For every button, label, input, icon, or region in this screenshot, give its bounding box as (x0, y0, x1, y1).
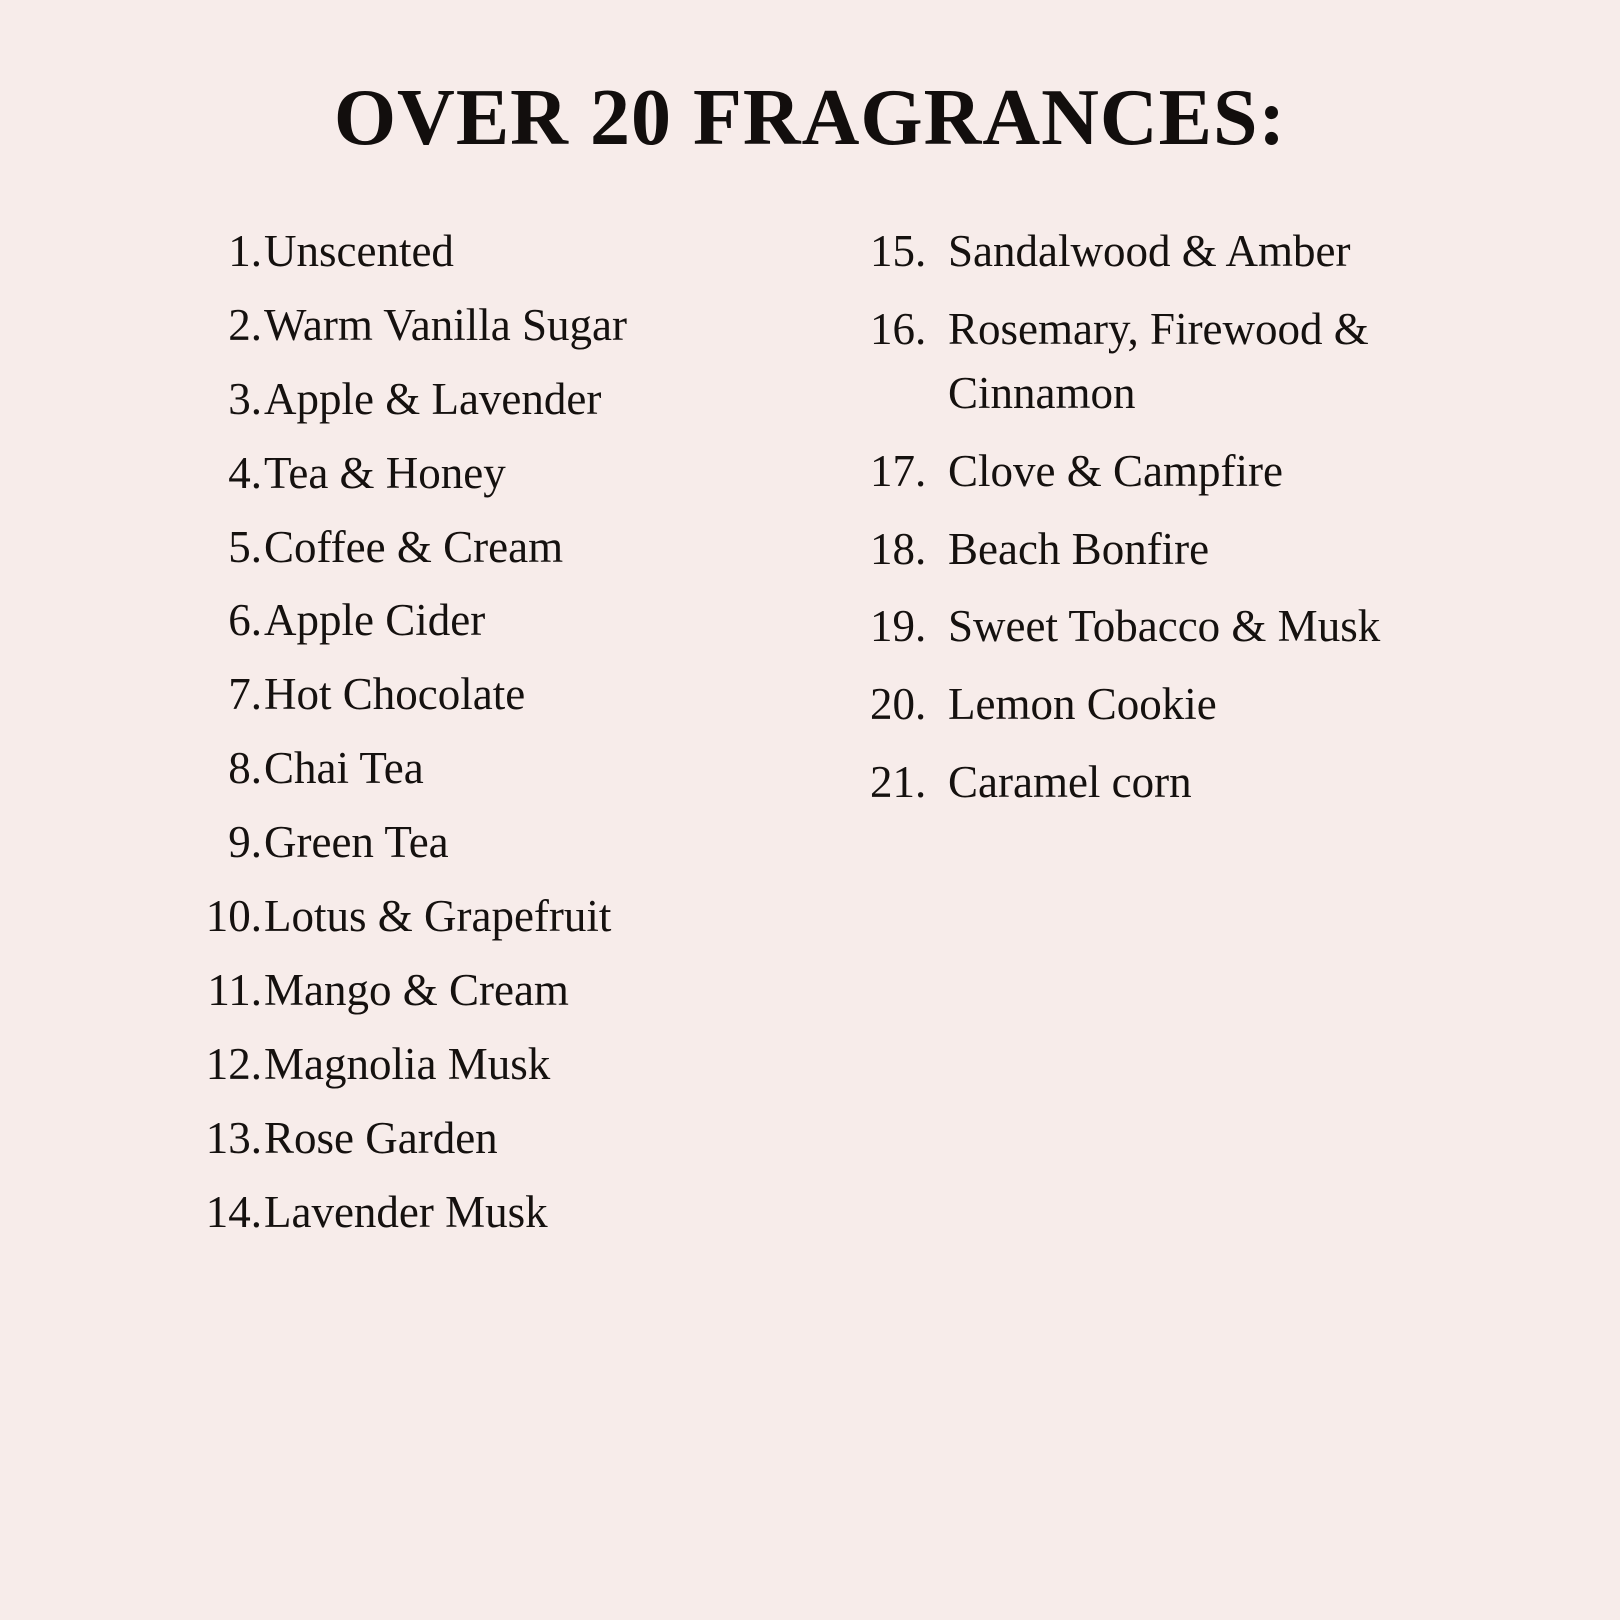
list-item (170, 220, 810, 284)
list-item-number: 12. (205, 1038, 262, 1089)
list-item-label: Green Tea (264, 817, 449, 868)
list-item (870, 751, 1550, 815)
page-title: OVER 20 FRAGRANCES: (333, 74, 1287, 162)
list-item-number: 4. (228, 447, 262, 498)
list-item-label: Apple & Lavender (264, 373, 602, 424)
list-item (870, 220, 1550, 284)
list-item-number: 20. (870, 679, 927, 730)
list-item-label: Caramel corn (948, 757, 1192, 808)
list-item-number: 3. (228, 373, 262, 424)
list-item (170, 811, 810, 875)
list-item-number: 16. (870, 303, 927, 354)
list-item-label: Sandalwood & Amber (948, 226, 1351, 276)
fragrance-list-right (870, 220, 1550, 815)
list-item-label: Coffee & Cream (264, 521, 564, 572)
list-item-number: 19. (870, 601, 927, 652)
list-item-label: Warm Vanilla Sugar (264, 299, 627, 350)
list-item (170, 1107, 810, 1171)
fragrance-list-left (170, 220, 810, 1244)
list-item (170, 589, 810, 653)
list-item-number: 17. (870, 445, 927, 496)
fragrance-columns (0, 158, 1620, 1254)
list-item-number: 6. (228, 595, 262, 646)
list-item-label: Lavender Musk (264, 1186, 548, 1237)
list-item-number: 7. (228, 669, 262, 720)
list-item-label: Chai Tea (264, 743, 424, 794)
list-item (170, 1033, 810, 1097)
list-item-number: 14. (205, 1186, 262, 1237)
list-item-number: 10. (205, 891, 262, 942)
list-item-number: 21. (870, 757, 927, 808)
list-item-label: Mango & Cream (264, 964, 569, 1015)
fragrance-column-right (810, 220, 1550, 829)
list-item-label: Unscented (264, 226, 454, 276)
list-item-number: 15. (870, 226, 927, 276)
list-item-label: Lemon Cookie (948, 679, 1217, 730)
list-item-label: Beach Bonfire (948, 523, 1210, 574)
list-item-label: Hot Chocolate (264, 669, 526, 720)
list-item (170, 1181, 810, 1245)
list-item (170, 663, 810, 727)
list-item-label: Tea & Honey (264, 447, 506, 498)
list-item (870, 440, 1550, 504)
list-item-number: 2. (228, 299, 262, 350)
fragrance-column-left (70, 220, 810, 1254)
list-item-label: Rosemary, Firewood & Cinnamon (948, 303, 1369, 418)
list-item (870, 595, 1550, 659)
list-item (170, 885, 810, 949)
list-item-label: Clove & Campfire (948, 445, 1283, 496)
list-item (170, 368, 810, 432)
list-item-number: 18. (870, 523, 927, 574)
list-item-number: 8. (228, 743, 262, 794)
list-item-label: Lotus & Grapefruit (264, 891, 612, 942)
list-item (170, 294, 810, 358)
list-item-label: Apple Cider (264, 595, 486, 646)
list-item-number: 13. (205, 1112, 262, 1163)
list-item-label: Sweet Tobacco & Musk (948, 601, 1381, 652)
list-item (870, 518, 1550, 582)
list-item-label: Magnolia Musk (264, 1038, 551, 1089)
list-item-label: Rose Garden (264, 1112, 498, 1163)
list-item-number: 1. (228, 226, 262, 276)
list-item (870, 298, 1550, 426)
list-item (170, 737, 810, 801)
list-item (170, 516, 810, 580)
list-item (170, 442, 810, 506)
list-item (870, 673, 1550, 737)
list-item-number: 5. (228, 521, 262, 572)
list-item-number: 11. (207, 964, 262, 1015)
list-item-number: 9. (228, 817, 262, 868)
list-item (170, 959, 810, 1023)
